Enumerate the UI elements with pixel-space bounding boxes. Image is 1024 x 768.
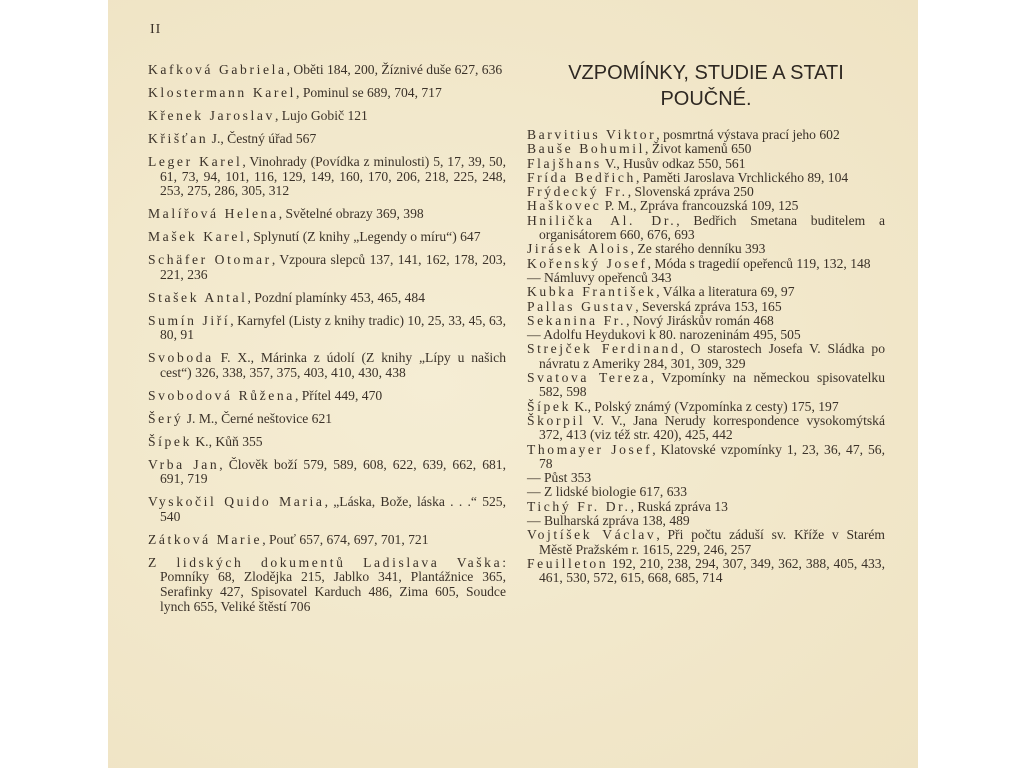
entry-text: , Karnyfel (Listy z knihy tradic) 10, 25, 33, 45, 63, 80, 91 [160,312,507,343]
entry-text: , Oběti 184, 200, Žíznivé duše 627, 636 [286,62,503,77]
right-column-index [527,128,885,586]
index-entry [527,500,885,514]
author-name: Schäfer Otomar [148,252,272,268]
author-name: Feuilleton [527,555,609,571]
author-name: Svoboda [148,350,214,366]
entry-text: , Móda s tragedií opeřenců 119, 132, 148 [647,255,871,271]
author-name: Svobodová Růžena [148,387,295,403]
index-entry [527,400,885,414]
entry-text: , Vzpomínky na německou spisovatelku 582, 598 [539,370,885,400]
index-entry [148,207,506,222]
entry-text: , Splynutí (Z knihy „Legendy o míru“) 647 [246,229,481,245]
entry-text: , Vzpoura slepců 137, 141, 162, 178, 203, 221, 236 [160,252,506,282]
author-name: Malířová Helena [148,206,279,222]
entry-text: J. M., Černé neštovice 621 [183,410,333,426]
entry-text: , Klatovské vzpomínky 1, 23, 36, 47, 56, 78 [539,441,885,471]
entry-text: , posmrtná výstava prací jeho 602 [656,127,840,142]
entry-text: , Bedřich Smetana buditelem a organisátorem 660, 676, 693 [539,212,885,243]
entry-text: , Paměti Jaroslava Vrchlického 89, 104 [635,169,849,185]
author-name: Křenek Jaroslav [148,107,275,123]
author-name: Pallas Gustav [527,298,636,314]
index-entry [527,342,885,371]
index-entry [527,471,885,485]
entry-text: , Pouť 657, 674, 697, 701, 721 [262,531,429,547]
index-entry [527,528,885,557]
entry-text: J., Čestný úřad 567 [208,130,317,146]
entry-text: , Vinohrady (Povídka z minulosti) 5, 17, 39, 50, 61, 73, 94, 101, 116, 129, 149, 160, 170, 206, 218, 225, 248, 253, 275, 286, 305, 312 [160,153,506,199]
index-entry [148,389,506,404]
entry-text: , O starostech Josefa V. Sládka po návratu z Ameriky 284, 301, 309, 329 [539,341,885,371]
index-entry [148,132,506,147]
entry-text: — Bulharská zpráva 138, 489 [527,513,690,529]
author-name: Flajšhans [527,155,602,171]
entry-text: V., Husův odkaz 550, 561 [601,155,746,171]
entry-text: , Světelné obrazy 369, 398 [278,206,424,222]
index-entry [527,371,885,400]
entry-text: , Pominul se 689, 704, 717 [296,84,442,100]
entry-text: , Ruská zpráva 13 [630,498,728,514]
entry-text: , Válka a literatura 69, 97 [656,284,795,300]
author-name: Stašek Antal [148,289,248,305]
index-entry [527,257,885,271]
author-name: Thomayer Josef [527,441,653,457]
author-name: Kubka František [527,284,657,300]
section-title-line2: POUČNÉ. [660,88,752,110]
author-name: Mašek Karel [148,229,247,245]
author-name: Frýdecký Fr. [527,184,628,200]
index-entry [527,157,885,171]
entry-text: , Ze starého denníku 393 [630,241,766,257]
entry-text: , Lujo Gobič 121 [274,107,368,123]
author-name: Křišťan [148,130,209,146]
index-entry [527,328,885,342]
index-entry [527,242,885,256]
author-name: Z lidských dokumentů Ladislava Vaška [148,554,503,570]
entry-text: — Adolfu Heydukovi k 80. narozeninám 495, 505 [527,327,801,343]
index-entry [527,214,885,243]
entry-text: — Půst 353 [527,470,592,486]
index-entry [148,495,506,524]
entry-text: P. M., Zpráva francouzská 109, 125 [601,198,799,214]
entry-text: 192, 210, 238, 294, 307, 349, 362, 388, 405, 433, 461, 530, 572, 615, 668, 685, 714 [539,555,885,586]
author-name: Šípek [148,433,192,449]
left-column-index [148,63,506,623]
entry-text: K., Kůň 355 [191,433,263,449]
index-entry [527,199,885,213]
author-name: Hnilička Al. Dr. [527,212,677,228]
index-entry [527,314,885,328]
index-entry [148,109,506,124]
author-name: Šípek [527,398,571,414]
author-name: Vojtíšek Václav [527,527,657,543]
index-entry [148,86,506,101]
index-entry [148,458,506,487]
entry-text: , Severská zpráva 153, 165 [635,298,782,314]
entry-text: : Pomníky 68, Zlodějka 215, Jablko 341, Plantážnice 365, Serafinky 427, Spisovatel Karduch 486, Zima 605, Soudce lynch 655, Veliké štěstí 706 [160,554,506,614]
index-entry [148,533,506,548]
author-name: Šerý [148,410,184,426]
entry-text: , Člověk boží 579, 589, 608, 622, 639, 662, 681, 691, 719 [160,456,506,487]
index-entry [527,285,885,299]
index-entry [148,253,506,282]
author-name: Sekanina Fr. [527,312,627,328]
index-entry [148,435,506,450]
author-name: Frída Bedřich [527,169,636,185]
section-title [527,60,885,112]
author-name: Klostermann Karel [148,84,297,100]
index-entry [527,514,885,528]
author-name: Strejček Ferdinand [527,341,681,357]
index-entry [148,63,506,78]
entry-text: — Námluvy opeřenců 343 [527,269,672,285]
entry-text: , Nový Jiráskův román 468 [626,312,774,328]
author-name: Bauše Bohumil [527,141,646,157]
entry-text: , Přítel 449, 470 [294,387,383,403]
entry-text: , Slovenská zpráva 250 [627,184,754,200]
index-entry [527,557,885,586]
page-number: II [150,22,162,37]
index-entry [148,230,506,245]
author-name: Škorpil [527,412,586,428]
index-entry [527,171,885,185]
author-name: Kořenský Josef [527,255,648,271]
entry-text: V. V., Jana Nerudy korrespondence vysokomýtská 372, 413 (viz též str. 420), 425, 442 [539,412,885,443]
author-name: Zátková Marie [148,531,263,547]
index-entry [527,300,885,314]
author-name: Svatova Tereza [527,370,651,386]
index-entry [148,412,506,427]
author-name: Barvitius Viktor [527,127,657,142]
entry-text: K., Polský známý (Vzpomínka z cesty) 175, 197 [570,398,839,414]
section-title-line1: VZPOMÍNKY, STUDIE A STATI [568,62,844,84]
entry-text: , Pozdní plamínky 453, 465, 484 [247,289,426,305]
index-entry [527,142,885,156]
entry-text: , „Láska, Bože, láska . . .“ 525, 540 [160,494,506,524]
index-entry [148,291,506,306]
index-entry [148,314,506,343]
author-name: Tichý Fr. Dr. [527,498,631,514]
entry-text: F. X., Márinka z údolí (Z knihy „Lípy u našich cest“) 326, 338, 357, 375, 403, 410, 430, 438 [160,350,506,380]
entry-text: , Při počtu záduší sv. Kříže v Starém Městě Pražském r. 1615, 229, 246, 257 [539,527,885,557]
index-entry [148,155,506,199]
author-name: Vyskočil Quido Maria [148,494,325,510]
author-name: Sumín Jiří [148,312,231,328]
index-entry [527,271,885,285]
index-entry [527,443,885,472]
index-entry [148,351,506,380]
author-name: Kafková Gabriela [148,62,287,77]
author-name: Leger Karel [148,153,243,169]
index-entry [527,485,885,499]
index-entry [148,556,506,614]
author-name: Haškovec [527,198,602,214]
index-entry [527,185,885,199]
author-name: Jirásek Alois [527,241,631,257]
author-name: Vrba Jan [148,456,220,472]
entry-text: — Z lidské biologie 617, 633 [527,484,688,500]
index-entry [527,414,885,443]
entry-text: , Život kamenů 650 [645,141,752,157]
